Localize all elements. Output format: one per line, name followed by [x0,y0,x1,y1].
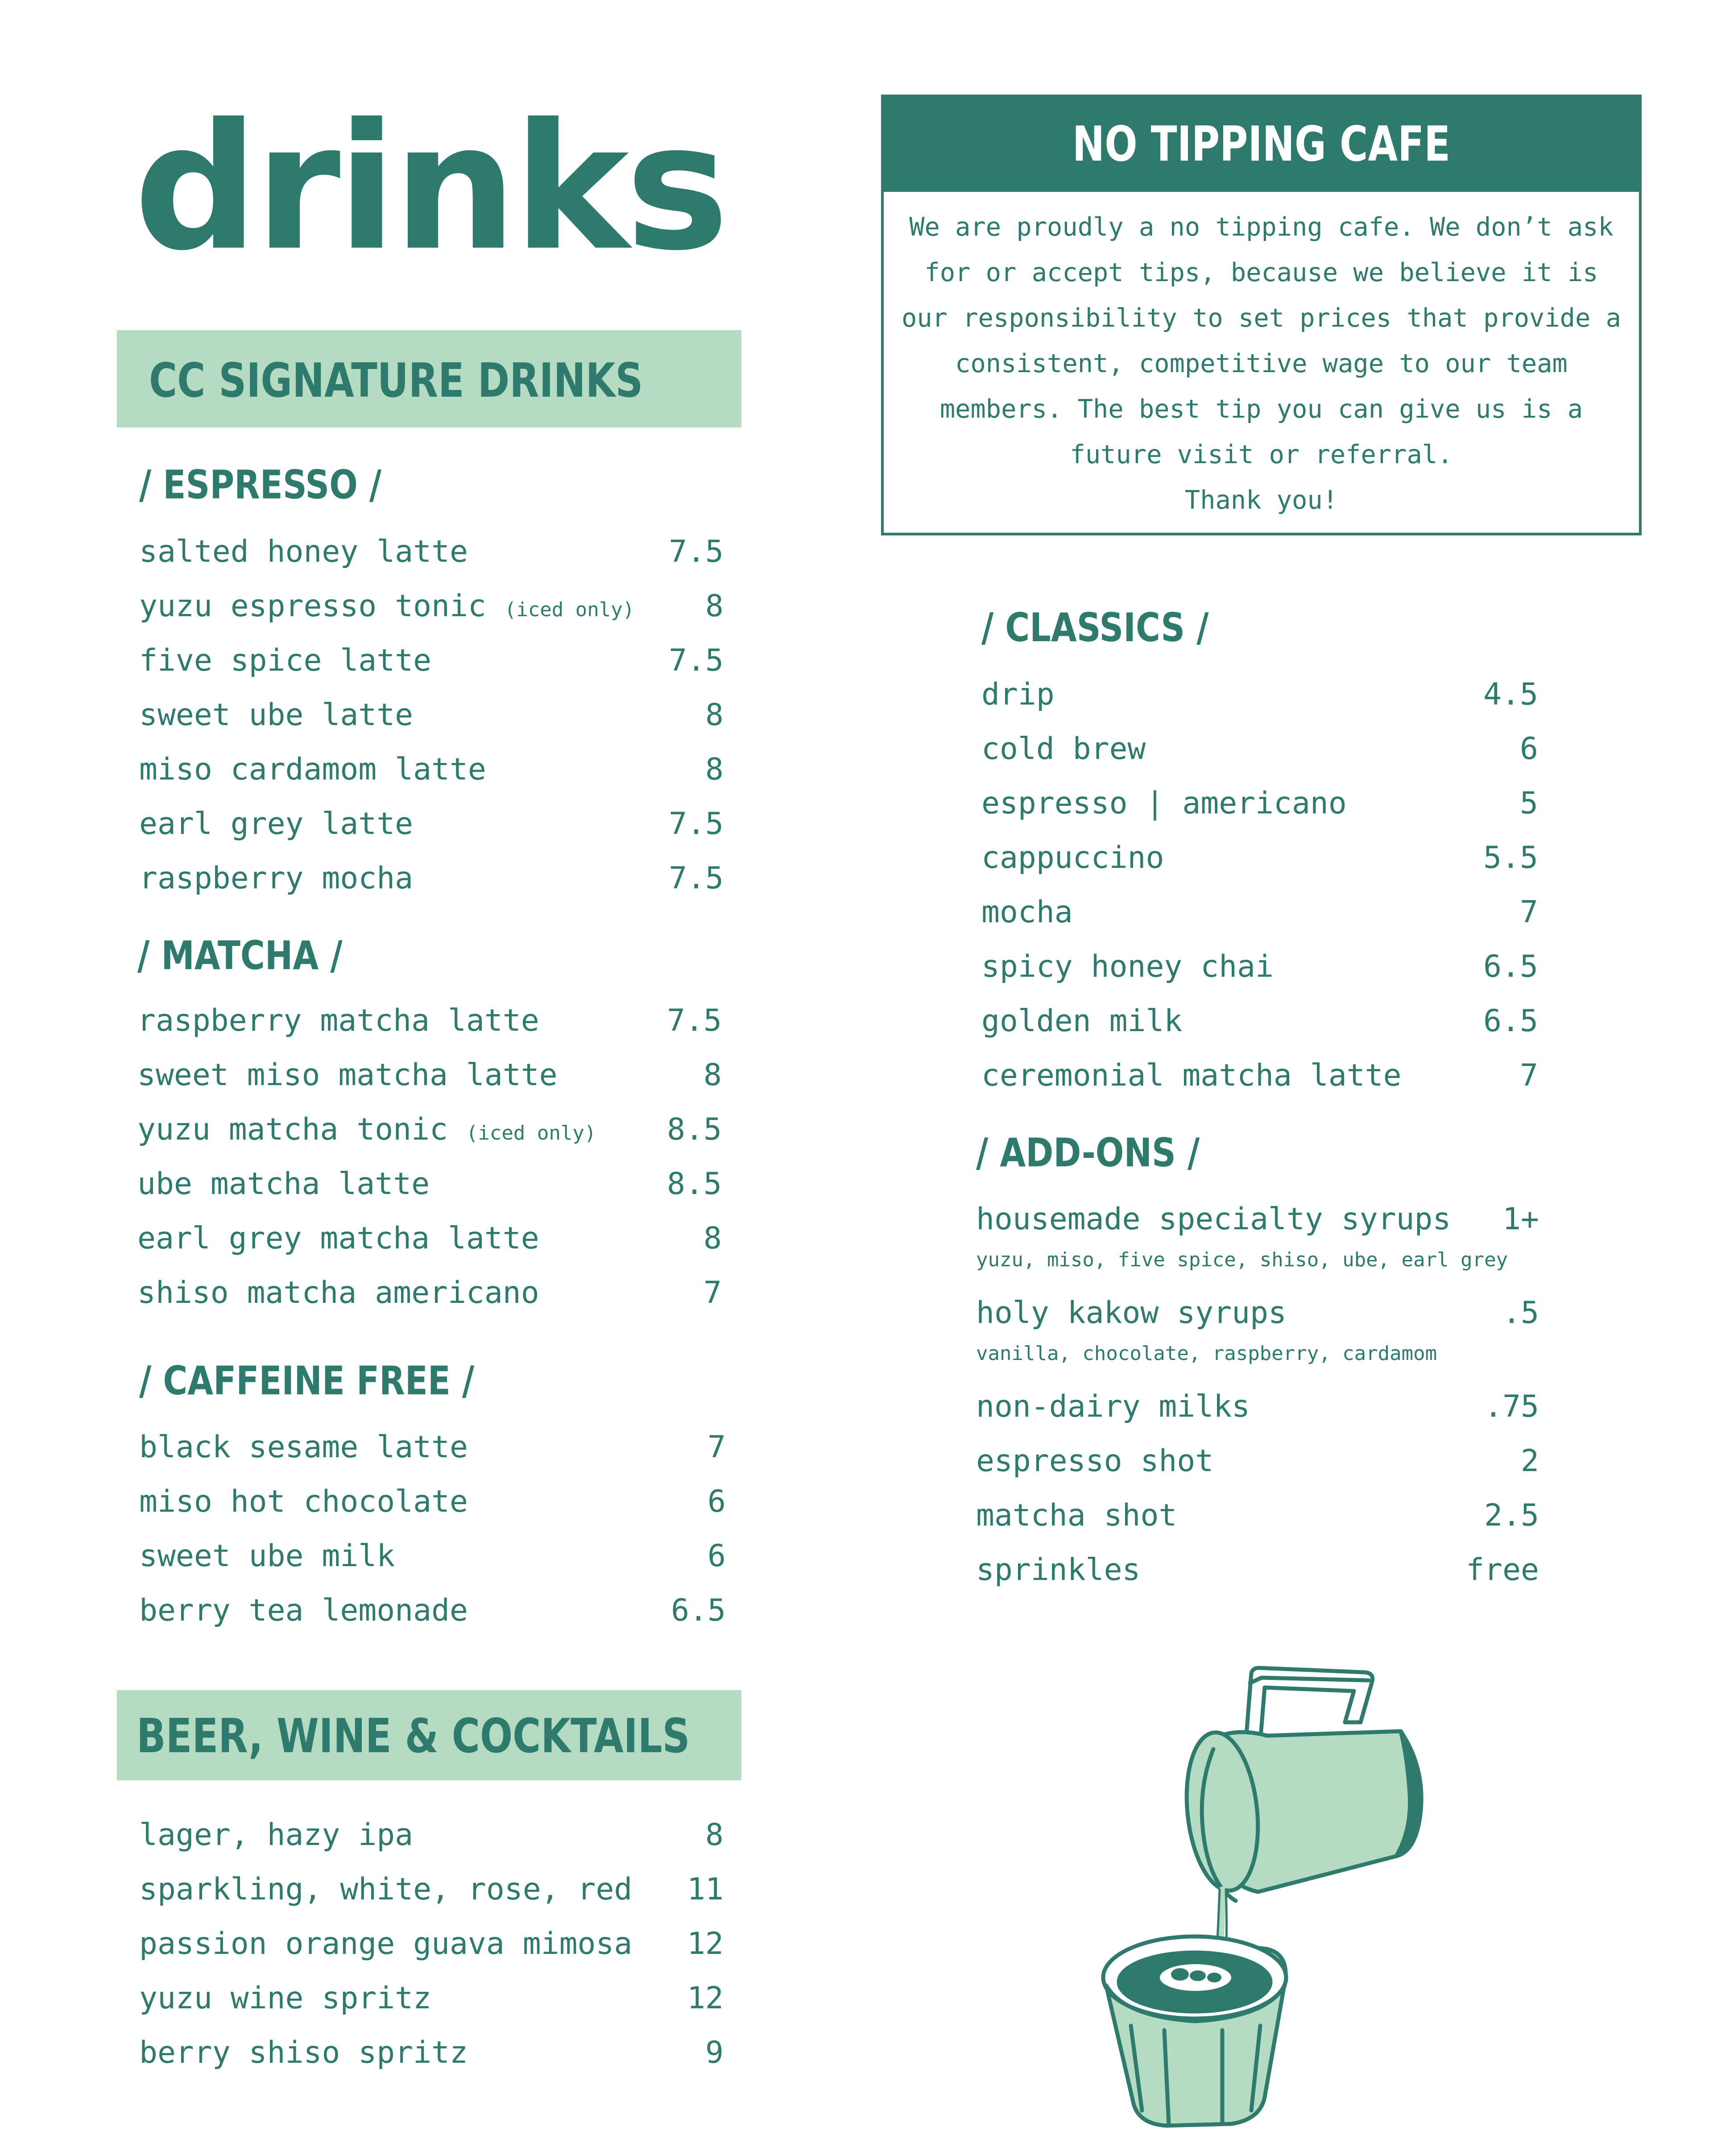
espresso-heading: / ESPRESSO / [139,462,382,508]
item-name: sprinkles [976,1552,1141,1588]
item-name: mocha [981,895,1073,930]
item-price: 8 [705,697,724,733]
item-price: 6 [708,1538,726,1574]
item-price: 5.5 [1483,840,1538,875]
classics-heading: / CLASSICS / [981,605,1209,651]
item-name: sweet ube milk [139,1538,395,1574]
item-price: 8 [705,752,724,787]
menu-item [981,885,1538,940]
caffeine-free-heading: / CAFFEINE FREE / [139,1358,475,1404]
item-name: berry shiso spritz [139,2035,468,2070]
item-price: 8 [705,1817,724,1853]
no-tipping-notice [881,95,1642,535]
notice-heading-text: NO TIPPING CAFE [1072,116,1451,172]
item-name: spicy honey chai [981,949,1274,984]
item-price: 9 [705,2035,724,2070]
item-name: salted honey latte [139,534,468,569]
item-name: ube matcha latte [137,1166,430,1202]
item-name: shiso matcha americano [137,1275,539,1310]
addons-heading: / ADD-ONS / [976,1130,1200,1176]
notice-heading [884,97,1639,192]
menu-item [137,1266,722,1320]
menu-item [139,688,724,742]
addons-list [976,1192,1539,1597]
matcha-list [137,994,722,1320]
item-price: 7.5 [669,643,724,678]
item-name: non-dairy milks [976,1389,1250,1424]
notice-line: consistent, competitive wage to our team [955,349,1568,378]
item-price: 7 [703,1275,722,1310]
item-price: 11 [687,1872,724,1907]
milk-pitcher-pouring-latte-art-icon [1088,1660,1436,2133]
menu-item [139,797,724,851]
item-name: miso cardamom latte [139,752,486,787]
menu-item [976,1434,1539,1488]
menu-item [981,831,1538,885]
item-name: cold brew [981,731,1146,767]
item-price: .5 [1502,1295,1539,1331]
item-price: 6.5 [1483,1003,1538,1039]
item-name: holy kakow syrups [976,1295,1287,1331]
signature-banner [117,330,741,427]
item-name: drip [981,677,1055,712]
menu-item [139,1529,726,1584]
menu-item [139,2026,724,2080]
item-price: 8.5 [667,1166,722,1202]
caffeine-free-list [139,1420,726,1638]
item-price: 4.5 [1483,677,1538,712]
item-options: yuzu, miso, five spice, shiso, ube, earl grey [976,1248,1508,1271]
menu-item [137,1157,722,1211]
menu-item [981,1049,1538,1103]
item-name: espresso shot [976,1443,1214,1479]
notice-line: for or accept tips, because we believe it is [924,258,1598,287]
item-price: 6.5 [1483,949,1538,984]
menu-item [139,1808,724,1862]
item-price: 7 [708,1430,726,1465]
menu-item [981,776,1538,831]
item-price: 7.5 [669,861,724,896]
item-name: sparkling, white, rose, red [139,1872,633,1907]
menu-item [981,722,1538,776]
menu-item [139,1420,726,1475]
item-name: black sesame latte [139,1430,468,1465]
item-name: housemade specialty syrups [976,1202,1451,1237]
item-name: yuzu espresso tonic [139,589,486,624]
matcha-heading: / MATCHA / [137,933,343,978]
item-price: 6 [708,1484,726,1519]
item-name: sweet miso matcha latte [137,1057,558,1093]
item-price: 2.5 [1484,1498,1539,1533]
notice-body [902,204,1621,523]
menu-item [139,742,724,797]
item-options: vanilla, chocolate, raspberry, cardamom [976,1342,1437,1365]
item-name: golden milk [981,1003,1183,1039]
item-note: (iced only) [504,598,635,621]
menu-item [981,994,1538,1049]
menu-item [139,525,724,579]
item-price: 12 [687,1981,724,2016]
menu-item [981,668,1538,722]
item-name: earl grey latte [139,806,414,842]
item-price: 5 [1520,786,1538,821]
item-price: 8 [703,1221,722,1256]
menu-item [139,1475,726,1529]
menu-item [139,634,724,688]
espresso-list [139,525,724,906]
item-name: passion orange guava mimosa [139,1926,633,1961]
item-name: yuzu wine spritz [139,1981,432,2016]
menu-item [137,1103,722,1157]
menu-item [139,1917,724,1971]
item-price: 8.5 [667,1112,722,1147]
item-name: earl grey matcha latte [137,1221,539,1256]
item-price: 7.5 [669,806,724,842]
menu-item [976,1380,1539,1434]
notice-thanks: Thank you! [1184,485,1338,515]
item-price: 8 [705,589,724,624]
page-title: drinks [134,86,726,289]
bar-banner-title: BEER, WINE & COCKTAILS [137,1709,690,1763]
item-price: 7.5 [669,534,724,569]
item-price: free [1466,1552,1539,1588]
menu-item [139,1862,724,1917]
item-price: 2 [1521,1443,1539,1479]
item-name: espresso | americano [981,786,1347,821]
item-name: lager, hazy ipa [139,1817,414,1853]
item-price: 8 [703,1057,722,1093]
item-price: .75 [1484,1389,1539,1424]
menu-item [139,851,724,906]
notice-line: members. The best tip you can give us is a [939,394,1583,424]
notice-line: our responsibility to set prices that provide a [902,303,1621,333]
bar-banner [117,1690,741,1780]
item-name: yuzu matcha tonic [137,1112,448,1147]
menu-item [137,994,722,1048]
item-price: 1+ [1502,1202,1539,1237]
menu-item [139,1584,726,1638]
item-price: 6.5 [671,1593,726,1628]
item-price: 7.5 [667,1003,722,1038]
item-note: (iced only) [466,1122,596,1144]
item-price: 6 [1520,731,1538,767]
notice-line: future visit or referral. [1070,440,1453,469]
menu-item [137,1211,722,1266]
bar-list [139,1808,724,2080]
menu-item [137,1048,722,1103]
menu-item [976,1286,1539,1340]
item-name: raspberry mocha [139,861,414,896]
notice-line: We are proudly a no tipping cafe. We don’t ask [909,212,1614,242]
menu-item [139,1971,724,2026]
item-name: miso hot chocolate [139,1484,468,1519]
item-name: sweet ube latte [139,697,414,733]
item-name: berry tea lemonade [139,1593,468,1628]
item-price: 7 [1520,895,1538,930]
item-name: matcha shot [976,1498,1177,1533]
menu-item [981,940,1538,994]
item-price: 7 [1520,1058,1538,1093]
item-name: cappuccino [981,840,1164,875]
menu-item [976,1543,1539,1597]
classics-list [981,668,1538,1103]
menu-item [976,1488,1539,1543]
item-name: five spice latte [139,643,432,678]
menu-item [139,579,724,634]
signature-banner-title: CC SIGNATURE DRINKS [149,353,643,408]
item-price: 12 [687,1926,724,1961]
item-name: ceremonial matcha latte [981,1058,1402,1093]
menu-item [976,1192,1539,1247]
item-name: raspberry matcha latte [137,1003,539,1038]
